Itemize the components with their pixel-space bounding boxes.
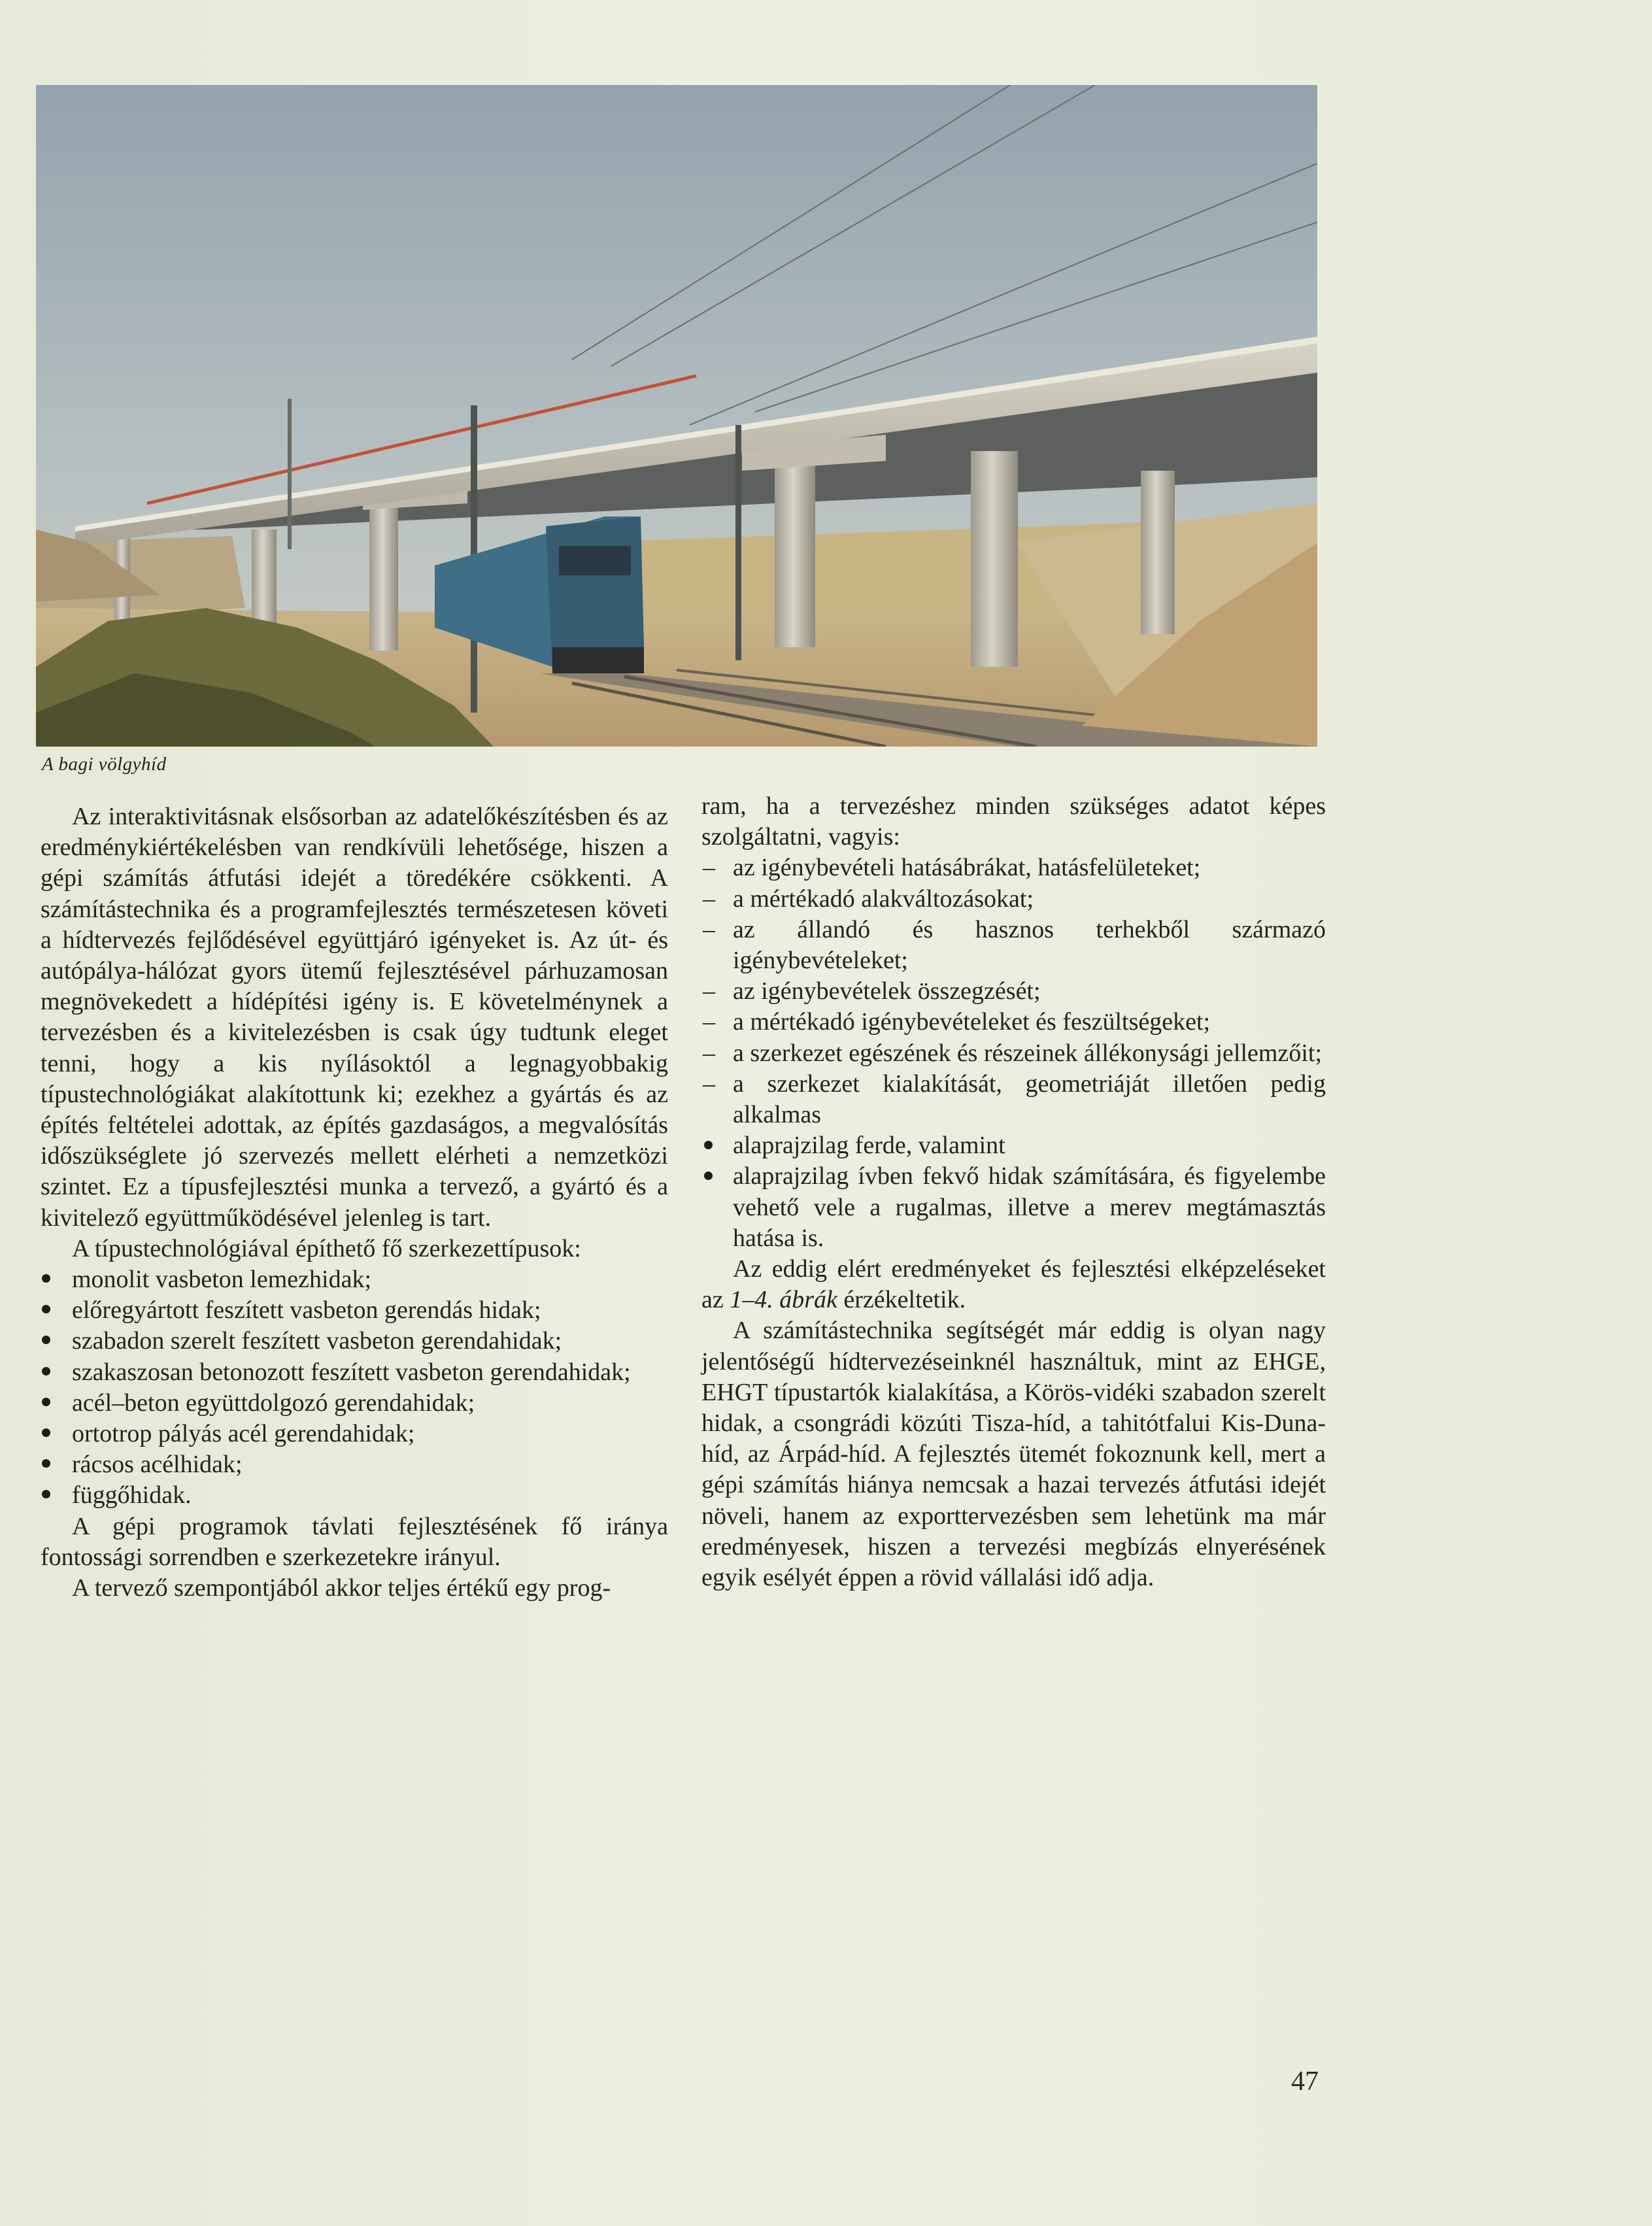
list-item: függőhidak. [41,1480,668,1511]
list-item: ortotrop pályás acél gerendahidak; [41,1419,668,1449]
dash-marker: – [703,1039,715,1067]
list-item: monolit vasbeton lemezhidak; [41,1264,668,1295]
list-item: – az igénybevételi hatásábrákat, hatásfelületeket; [701,852,1326,883]
right-paragraph-1: ram, ha a tervezéshez minden szükséges adatot képes szolgáltatni, vagyis: [701,792,1326,851]
list-item: szakaszosan betonozott feszített vasbeton gerendahidak; [41,1357,668,1388]
list-item: alaprajzilag ferde, valamint [701,1130,1326,1161]
dash-marker: – [703,1008,715,1036]
left-paragraph-3: A gépi programok távlati fejlesztésének fő iránya fontossági sorrendben e szerkezetekre irányul. [41,1512,668,1571]
bullet-marker [704,1172,713,1180]
dash-marker: – [703,977,715,1005]
list-item: acél–beton együttdolgozó gerendahidak; [41,1388,668,1419]
list-item: – az igénybevételek összegzését; [701,976,1326,1007]
left-column [41,801,668,1604]
list-item: – a mértékadó igénybevételeket és feszültségeket; [701,1007,1326,1037]
structure-type-list [41,1264,668,1511]
dash-marker: – [703,915,715,943]
dash-marker: – [703,854,715,882]
dash-marker: – [703,1070,715,1098]
left-paragraph-4: A tervező szempontjából akkor teljes értékű egy prog- [72,1574,611,1602]
list-item: – a szerkezet egészének és részeinek állékonysági jellemzőit; [701,1038,1326,1069]
left-paragraph-1: Az interaktivitásnak elsősorban az adatelőkészítésben és az eredménykiértékelésben van rendkívüli lehetősége, hiszen a gépi számítás átfutási idejét a töredékére csökkenti. A számítástechnika és a programfejlesztés természetesen követi a hídtervezés fejlődésével együttjáró igényeket is. Az út- és autópálya-hálózat gyors ütemű fejlesztésével párhuzamosan megnövekedett a hídépítési igény is. E követelménynek a tervezésben és a kivitelezésben is csak úgy tudtunk eleget tenni, hogy a kis nyílásoktól a legnagyobbakig típustechnológiákat alakítottunk ki; ezekhez a gyártás és az építés feltételei adottak, az építés gazdaságos, a megvalósítás időszükséglete jó szervezés mellett elérheti a nemzetközi szintet. Ez a típusfejlesztési munka a tervező, a gyártó és a kivitelező együttműködésével jelenleg is tart. [41,803,668,1232]
left-paragraph-2: A típustechnológiával építhető fő szerkezettípusok: [72,1234,581,1262]
dash-marker: – [703,885,715,913]
photo-caption: A bagi völgyhíd [42,754,167,775]
bullet-marker [704,1141,713,1149]
list-item: rácsos acélhidak; [41,1449,668,1480]
list-item: – a mértékadó alakváltozásokat; [701,884,1326,915]
right-paragraph-3: A számítástechnika segítségét már eddig is olyan nagy jelentőségű hídtervezéseinknél használtuk, mint az EHGE, EHGT típustartók kialakítása, a Körös-vidéki szabadon szerelt hidak, a csongrádi közúti Tisza-híd, a tahitótfalui Kis-Duna-híd, az Árpád-híd. A fejlesztés ütemét fokoznunk kell, mert a gépi számítás hiánya nemcsak a hazai tervezés átfutási idejét növeli, hanem az exporttervezésben sem lehetünk ma már eredményesek, hiszen a tervezési megbízás elnyerésének egyik esélyét éppen a rövid vállalási idő adja. [701,1317,1326,1592]
list-item: alaprajzilag ívben fekvő hidak számítására, és figyelembe vehető vele a rugalmas, illetve a merev megtámasztás hatása is. [701,1161,1326,1254]
list-item: – az állandó és hasznos terhekből származó igénybevételeket; [703,915,1326,975]
bridge-photo [36,85,1317,747]
right-paragraph-2: Az eddig elért eredményeket és fejlesztési elképzeléseket az 1–4. ábrák érzékeltetik. [701,1255,1326,1314]
list-item: előregyártott feszített vasbeton gerendás hidak; [41,1295,668,1326]
figure-reference: 1–4. ábrák [730,1286,837,1314]
program-output-list [701,852,1326,1254]
right-column [701,791,1326,1593]
list-item: – a szerkezet kialakítását, geometriáját illetően pedig alkalmas [703,1070,1326,1129]
page-number: 47 [1291,2066,1319,2097]
list-item: szabadon szerelt feszített vasbeton gerendahidak; [41,1326,668,1357]
